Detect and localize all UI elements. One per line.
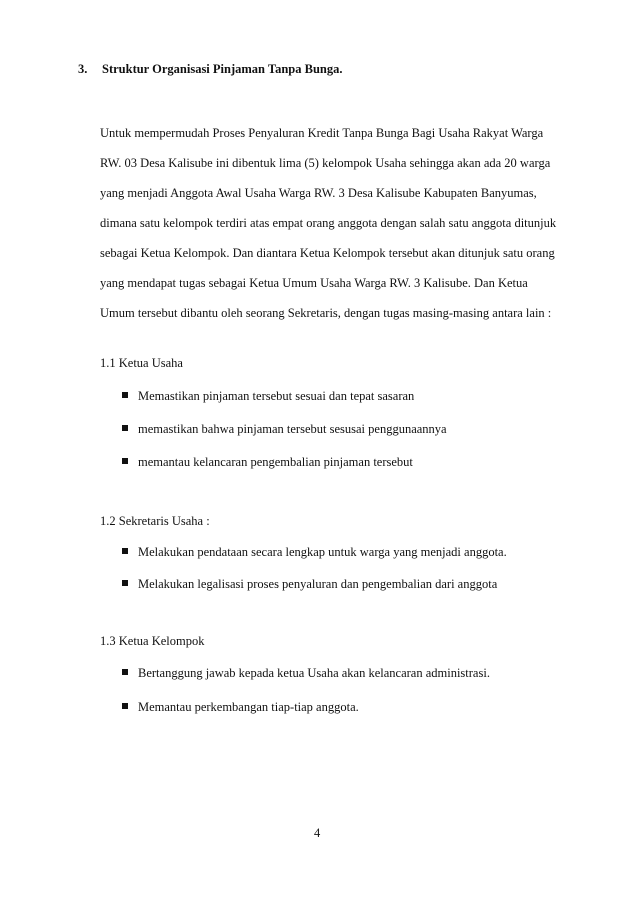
intro-paragraph xyxy=(100,118,570,328)
list-item-text: memastikan bahwa pinjaman tersebut sesusai penggunaannya xyxy=(138,422,447,436)
section-heading xyxy=(78,62,342,77)
bullet-square-icon xyxy=(122,392,128,398)
list-item xyxy=(122,666,490,681)
subsection-title-ketua-usaha: 1.1 Ketua Usaha xyxy=(100,356,183,370)
list-item-text: memantau kelancaran pengembalian pinjaman tersebut xyxy=(138,455,413,469)
bullet-square-icon xyxy=(122,669,128,675)
list-item xyxy=(122,422,447,437)
list-item xyxy=(122,545,507,560)
list-item xyxy=(122,389,414,404)
list-item xyxy=(122,577,497,592)
list-item xyxy=(122,700,359,715)
paragraph-line: Untuk mempermudah Proses Penyaluran Kredit Tanpa Bunga Bagi Usaha Rakyat Warga xyxy=(100,126,544,140)
section-number: 3. xyxy=(78,62,88,76)
paragraph-line: RW. 03 Desa Kalisube ini dibentuk lima (5) kelompok Usaha sehingga akan ada 20 warga xyxy=(100,156,551,170)
subsection-title-sekretaris-usaha: 1.2 Sekretaris Usaha : xyxy=(100,514,210,528)
paragraph-line: Umum tersebut dibantu oleh seorang Sekretaris, dengan tugas masing-masing antara lain : xyxy=(100,306,552,320)
list-item-text: Bertanggung jawab kepada ketua Usaha akan kelancaran administrasi. xyxy=(138,666,490,680)
subsection-title-ketua-kelompok: 1.3 Ketua Kelompok xyxy=(100,634,205,648)
paragraph-line: yang mendapat tugas sebagai Ketua Umum Usaha Warga RW. 3 Kalisube. Dan Ketua xyxy=(100,276,528,290)
page-number: 4 xyxy=(314,826,321,840)
list-item-text: Melakukan legalisasi proses penyaluran dan pengembalian dari anggota xyxy=(138,577,498,591)
bullet-square-icon xyxy=(122,425,128,431)
paragraph-line: dimana satu kelompok terdiri atas empat orang anggota dengan salah satu anggota ditunjuk xyxy=(100,216,557,230)
list-item xyxy=(122,455,413,470)
list-item-text: Memantau perkembangan tiap-tiap anggota. xyxy=(138,700,359,714)
paragraph-line: yang menjadi Anggota Awal Usaha Warga RW. 3 Desa Kalisube Kabupaten Banyumas, xyxy=(100,186,537,200)
paragraph-line: sebagai Ketua Kelompok. Dan diantara Ketua Kelompok tersebut akan ditunjuk satu orang xyxy=(100,246,555,260)
list-item-text: Memastikan pinjaman tersebut sesuai dan tepat sasaran xyxy=(138,389,415,403)
list-item-text: Melakukan pendataan secara lengkap untuk warga yang menjadi anggota. xyxy=(138,545,507,559)
bullet-square-icon xyxy=(122,580,128,586)
bullet-square-icon xyxy=(122,703,128,709)
section-title: Struktur Organisasi Pinjaman Tanpa Bunga. xyxy=(102,62,343,76)
bullet-square-icon xyxy=(122,458,128,464)
bullet-square-icon xyxy=(122,548,128,554)
